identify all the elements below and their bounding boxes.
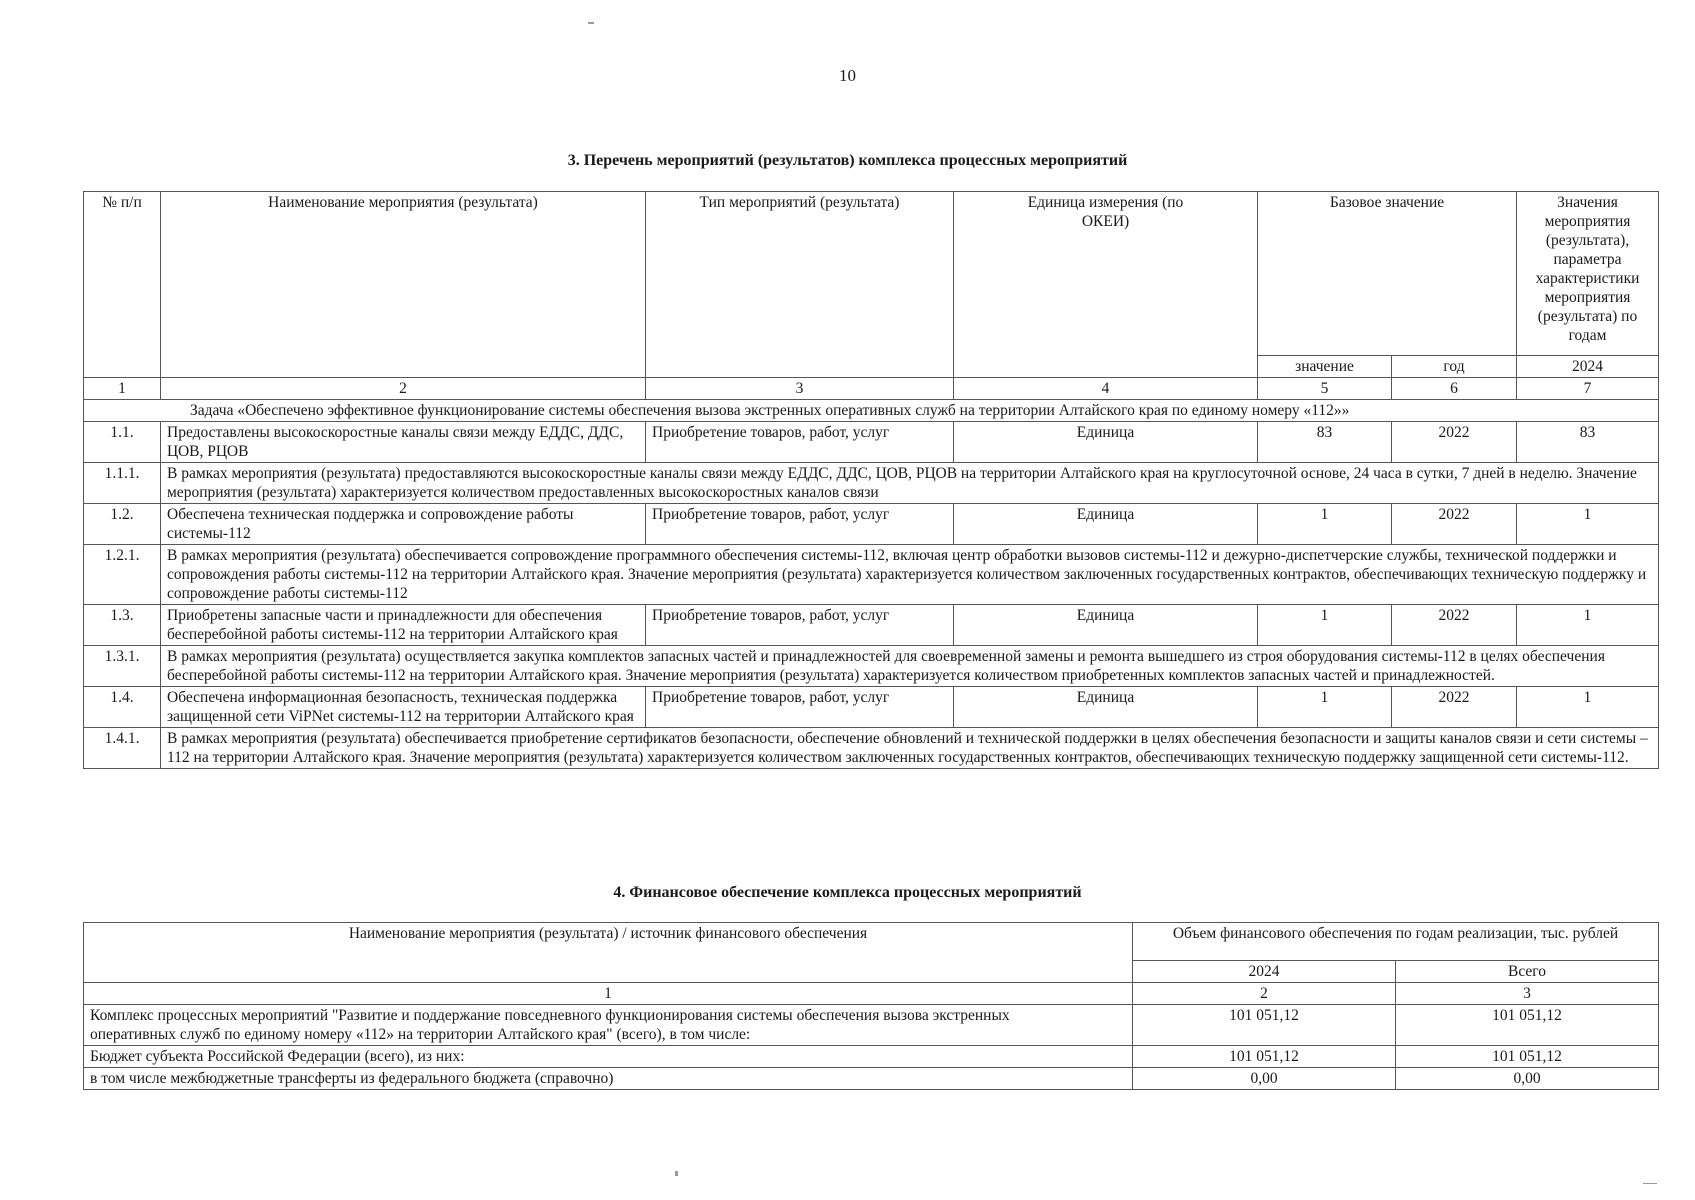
table-row — [84, 1005, 1659, 1046]
header-volume: Объем финансового обеспечения по годам реализации, тыс. рублей — [1133, 923, 1659, 961]
column-number: 6 — [1392, 378, 1517, 400]
column-number: 1 — [84, 378, 161, 400]
table-row — [84, 1068, 1659, 1090]
financing-table — [83, 922, 1659, 1090]
header-num: № п/п — [84, 192, 161, 378]
row-type: Приобретение товаров, работ, услуг — [646, 605, 954, 646]
column-number: 3 — [646, 378, 954, 400]
header-base-year: год — [1392, 356, 1517, 378]
row-name: Обеспечена информационная безопасность, техническая поддержка защищенной сети ViPNet системы-112 на территории Алтайского края — [161, 687, 646, 728]
section-3-title: 3. Перечень мероприятий (результатов) комплекса процессных мероприятий — [567, 152, 1128, 169]
scan-speck — [588, 22, 594, 24]
row-base-value: 83 — [1258, 422, 1392, 463]
row-base-year: 2022 — [1392, 605, 1517, 646]
row-total: 101 051,12 — [1396, 1046, 1659, 1068]
header-values: Значения мероприятия (результата), параметра характеристики мероприятия (результата) по годам — [1517, 192, 1659, 356]
scan-speck — [1643, 1183, 1657, 1184]
activities-table — [83, 191, 1659, 769]
table-row — [84, 463, 1659, 504]
header-unit: Единица измерения (по ОКЕИ) — [954, 192, 1258, 378]
row-base-value: 1 — [1258, 687, 1392, 728]
row-num: 1.3.1. — [84, 646, 161, 687]
column-number: 4 — [954, 378, 1258, 400]
row-name: Комплекс процессных мероприятий "Развитие и поддержание повседневного функционирования системы обеспечения вызова экстренных оперативных служб по единому номеру «112» на территории Алтайского края" (всего), в том числе: — [84, 1005, 1133, 1046]
row-value: 1 — [1517, 605, 1659, 646]
table-row — [84, 504, 1659, 545]
header-total: Всего — [1396, 961, 1659, 983]
header-name: Наименование мероприятия (результата) / источник финансового обеспечения — [84, 923, 1133, 983]
row-name: в том числе межбюджетные трансферты из федерального бюджета (справочно) — [84, 1068, 1133, 1090]
row-num: 1.1. — [84, 422, 161, 463]
column-number: 5 — [1258, 378, 1392, 400]
row-unit: Единица — [954, 687, 1258, 728]
column-number: 2 — [161, 378, 646, 400]
header-type: Тип мероприятий (результата) — [646, 192, 954, 378]
table-row — [84, 422, 1659, 463]
header-year: 2024 — [1517, 356, 1659, 378]
scan-speck — [675, 1171, 678, 1176]
row-2024: 0,00 — [1133, 1068, 1396, 1090]
row-description: В рамках мероприятия (результата) обеспечивается приобретение сертификатов безопасности, обеспечение обновлений и технической поддержки в целях обеспечения безопасности и защиты каналов связи и сети системы – 112 на территории Алтайского края. Значение мероприятия (результата) характеризуется количеством заключенных государственных контрактов, обеспечивающих техническую поддержку защищенной сети системы-112. — [161, 728, 1659, 769]
row-num: 1.2. — [84, 504, 161, 545]
row-2024: 101 051,12 — [1133, 1046, 1396, 1068]
row-base-year: 2022 — [1392, 504, 1517, 545]
row-base-year: 2022 — [1392, 422, 1517, 463]
column-number: 1 — [84, 983, 1133, 1005]
row-total: 0,00 — [1396, 1068, 1659, 1090]
row-name: Предоставлены высокоскоростные каналы связи между ЕДДС, ДДС, ЦОВ, РЦОВ — [161, 422, 646, 463]
task-row: Задача «Обеспечено эффективное функционирование системы обеспечения вызова экстренных оперативных служб на территории Алтайского края по единому номеру «112»» — [84, 400, 1659, 422]
row-value: 1 — [1517, 504, 1659, 545]
section-4-title: 4. Финансовое обеспечение комплекса процессных мероприятий — [613, 884, 1082, 901]
row-value: 1 — [1517, 687, 1659, 728]
row-num: 1.1.1. — [84, 463, 161, 504]
header-year: 2024 — [1133, 961, 1396, 983]
row-value: 83 — [1517, 422, 1659, 463]
table-row — [84, 687, 1659, 728]
row-base-value: 1 — [1258, 605, 1392, 646]
column-number: 7 — [1517, 378, 1659, 400]
page-number: 10 — [839, 66, 856, 85]
row-description: В рамках мероприятия (результата) осуществляется закупка комплектов запасных частей и принадлежностей для своевременной замены и ремонта вышедшего из строя оборудования системы-112 в целях обеспечения бесперебойной работы системы-112 на территории Алтайского края. Значение мероприятия (результата) характеризуется количеством приобретенных комплектов запасных частей и принадлежностей. — [161, 646, 1659, 687]
table-row — [84, 1046, 1659, 1068]
row-name: Бюджет субъекта Российской Федерации (всего), из них: — [84, 1046, 1133, 1068]
column-number: 2 — [1133, 983, 1396, 1005]
row-total: 101 051,12 — [1396, 1005, 1659, 1046]
row-num: 1.4. — [84, 687, 161, 728]
header-name: Наименование мероприятия (результата) — [161, 192, 646, 378]
row-description: В рамках мероприятия (результата) обеспечивается сопровождение программного обеспечения системы-112, включая центр обработки вызовов системы-112 и дежурно-диспетчерские службы, технической поддержки и сопровождения работы системы-112 на территории Алтайского края. Значение мероприятия (результата) характеризуется количеством заключенных государственных контрактов, обеспечивающих техническую поддержку и сопровождение работы системы-112 — [161, 545, 1659, 605]
row-unit: Единица — [954, 422, 1258, 463]
row-unit: Единица — [954, 605, 1258, 646]
table-row — [84, 605, 1659, 646]
table-row — [84, 545, 1659, 605]
row-name: Приобретены запасные части и принадлежности для обеспечения бесперебойной работы системы-112 на территории Алтайского края — [161, 605, 646, 646]
table-row — [84, 728, 1659, 769]
header-base: Базовое значение — [1258, 192, 1517, 356]
row-type: Приобретение товаров, работ, услуг — [646, 687, 954, 728]
row-name: Обеспечена техническая поддержка и сопровождение работы системы-112 — [161, 504, 646, 545]
header-base-value: значение — [1258, 356, 1392, 378]
row-description: В рамках мероприятия (результата) предоставляются высокоскоростные каналы связи между ЕДДС, ДДС, ЦОВ, РЦОВ на территории Алтайского края на круглосуточной основе, 24 часа в сутки, 7 дней в неделю. Значение мероприятия (результата) характеризуется количеством предоставленных высокоскоростных каналов связи — [161, 463, 1659, 504]
table-row — [84, 646, 1659, 687]
column-number: 3 — [1396, 983, 1659, 1005]
row-num: 1.4.1. — [84, 728, 161, 769]
row-2024: 101 051,12 — [1133, 1005, 1396, 1046]
row-base-value: 1 — [1258, 504, 1392, 545]
row-type: Приобретение товаров, работ, услуг — [646, 504, 954, 545]
row-base-year: 2022 — [1392, 687, 1517, 728]
row-num: 1.2.1. — [84, 545, 161, 605]
row-num: 1.3. — [84, 605, 161, 646]
row-unit: Единица — [954, 504, 1258, 545]
row-type: Приобретение товаров, работ, услуг — [646, 422, 954, 463]
